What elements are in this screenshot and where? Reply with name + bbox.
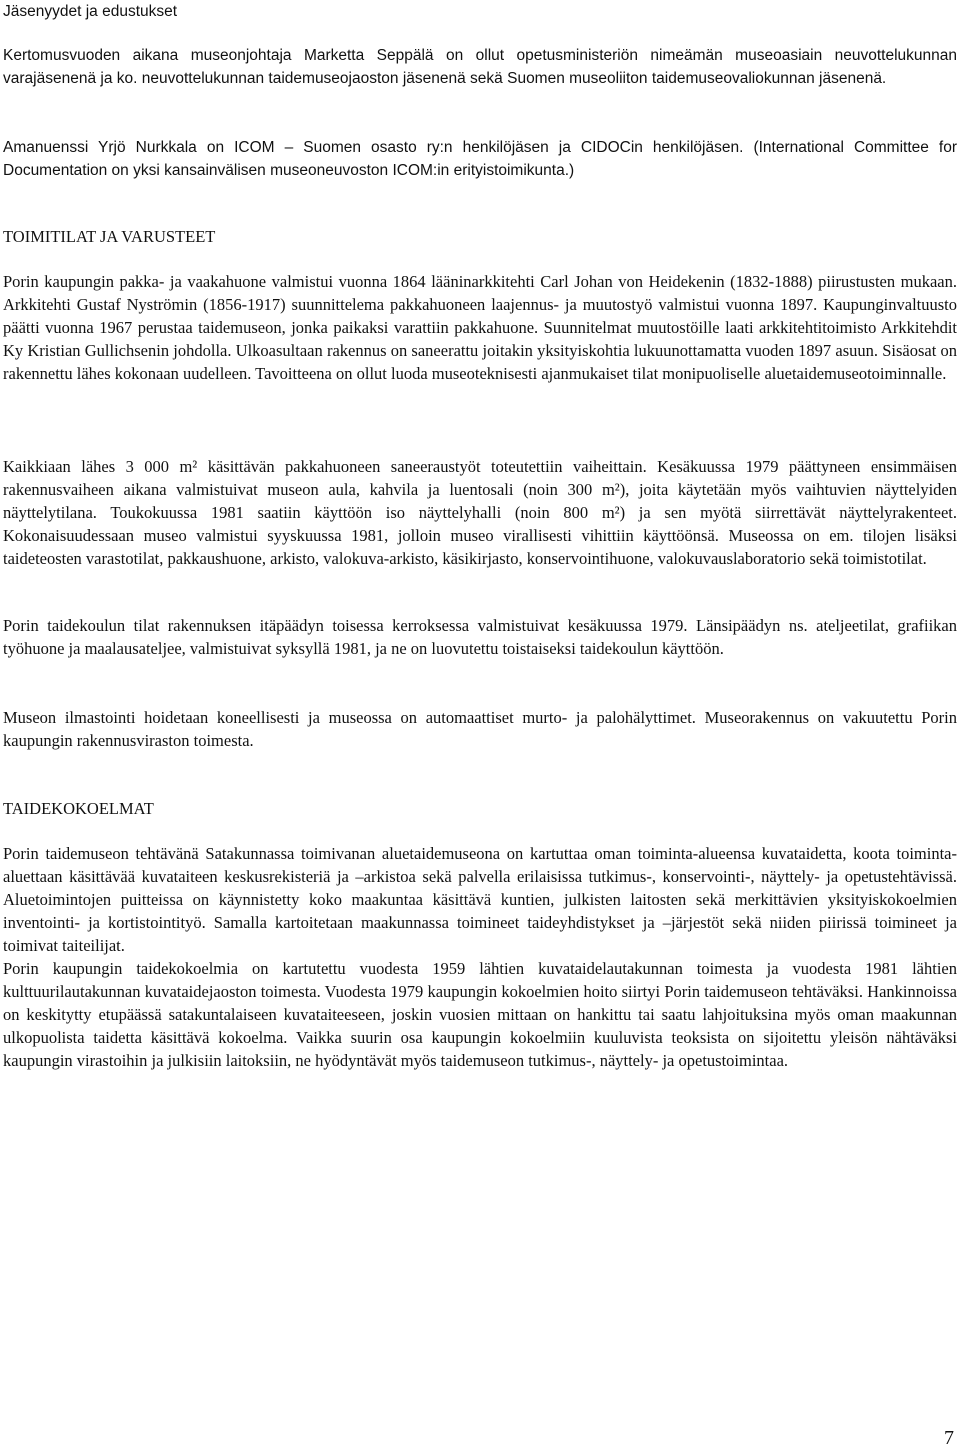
page-number: 7 — [944, 1427, 954, 1449]
paragraph-memberships-1: Kertomusvuoden aikana museonjohtaja Marketta Seppälä on ollut opetusministeriön nimeämän museoasiain neuvottelukunnan varajäsenenä ja ko. neuvottelukunnan taidemuseojaoston jäsenenä sekä Suomen museoliiton taidemuseovaliokunnan jäsenenä. — [3, 47, 957, 87]
paragraph-facilities-2: Kaikkiaan lähes 3 000 m² käsittävän pakkahuoneen saneeraustyöt toteutettiin vaiheittain. Kesäkuussa 1979 päättyneen ensimmäisen rakennusvaiheen aikana valmistuivat museon aula, kahvila ja luentosali (noin 300 m²), joita käytetään myös vaihtuvien näyttelyiden näyttelytilana. Toukokuussa 1981 saatiin käyttöön iso näyttelyhalli (noin 800 m²) ja sen myötä siirrettävät näyttelyrakenteet. Kokonaisuudessaan museo valmistui syyskuussa 1981, jolloin museo virallisesti vihittiin käyttöönsä. Museossa on em. tilojen lisäksi taideteosten varastotilat, pakkaushuone, arkisto, valokuva-arkisto, käsikirjasto, konservointihuone, valokuvauslaboratorio sekä toimistotilat. — [3, 457, 957, 568]
section-heading-collections: TAIDEKOKOELMAT — [3, 799, 154, 818]
paragraph-facilities-1: Porin kaupungin pakka- ja vaakahuone valmistui vuonna 1864 lääninarkkitehti Carl Johan von Heidekenin (1832-1888) piirustusten mukaan. Arkkitehti Gustaf Nyströmin (1856-1917) suunnittelema pakkahuoneen laajennus- ja muutostyö valmistui vuonna 1897. Kaupunginvaltuusto päätti vuonna 1967 perustaa taidemuseon, jonka paikaksi varattiin pakkahuone. Suunnitelmat muutostöille laati arkkitehtitoimisto Arkkitehdit Ky Kristian Gullichsenin johdolla. Ulkoasultaan rakennus on saneerattu joitakin yksityiskohtia lukuunottamatta vuoden 1897 asuun. Sisäosat on rakennettu lähes kokonaan uudelleen. Tavoitteena on ollut luoda museoteknisesti ajanmukaiset tilat monipuoliselle aluetaidemuseotoiminnalle. — [3, 272, 957, 383]
paragraph-collections-1: Porin taidemuseon tehtävänä Satakunnassa toimivanan aluetaidemuseona on kartuttaa oman toiminta-alueensa kuvataidetta, koota toiminta-aluettaan käsittävää kuvataiteen keskusrekisteriä ja –arkistoa sekä palvella erilaisissa tutkimus-, konservointi-, näyttely- ja opetustehtävissä. Aluetoimintojen puitteissa on käynnistetty koko maakuntaa käsittävä kuntien, julkisten laitosten sekä merkittävien yksityiskokoelmien inventointi- ja kortistointityö. Samalla kartoitetaan maakunnassa toimineet taideyhdistykset ja –järjestöt sekä niiden piirissä toimineet ja toimivat taiteilijat. — [3, 844, 957, 955]
section-heading-facilities: TOIMITILAT JA VARUSTEET — [3, 227, 216, 246]
paragraph-collections-2: Porin kaupungin taidekokoelmia on kartutettu vuodesta 1959 lähtien kuvataidelautakunnan toimesta ja vuodesta 1981 lähtien kulttuurilautakunnan kuvataidejaoston toimesta. Vuodesta 1979 kaupungin kokoelmien hoito siirtyi Porin taidemuseon tehtäväksi. Hankinnoissa on keskitytty etupäässä satakuntalaiseen kuvataiteeseen, joskin vuosien mittaan on hankittu tai saatu lahjoituksina myös oman maakunnan ulkopuolista taidetta käsittävä kokoelma. Vaikka suurin osa kaupungin kokoelmiin kuuluvista teoksista on sijoitettu yleisön nähtäväksi kaupungin virastoihin ja julkisiin laitoksiin, ne hyödyntävät myös taidemuseon tutkimus-, näyttely- ja opetustoimintaa. — [3, 959, 957, 1070]
paragraph-memberships-2: Amanuenssi Yrjö Nurkkala on ICOM – Suomen osasto ry:n henkilöjäsen ja CIDOCin henkilöjäsen. (International Committee for Documentation on yksi kansainvälisen museoneuvoston ICOM:in erityistoimikunta.) — [3, 139, 957, 179]
paragraph-facilities-4: Museon ilmastointi hoidetaan koneellisesti ja museossa on automaattiset murto- ja palohälyttimet. Museorakennus on vakuutettu Porin kaupungin rakennusviraston toimesta. — [3, 708, 957, 750]
paragraph-facilities-3: Porin taidekoulun tilat rakennuksen itäpäädyn toisessa kerroksessa valmistuivat kesäkuussa 1979. Länsipäädyn ns. ateljeetilat, grafiikan työhuone ja maalausateljee, valmistuivat syksyllä 1981, ja ne on luovutettu toistaiseksi taidekoulun käyttöön. — [3, 616, 957, 658]
section-heading-memberships: Jäsenyydet ja edustukset — [3, 3, 178, 20]
